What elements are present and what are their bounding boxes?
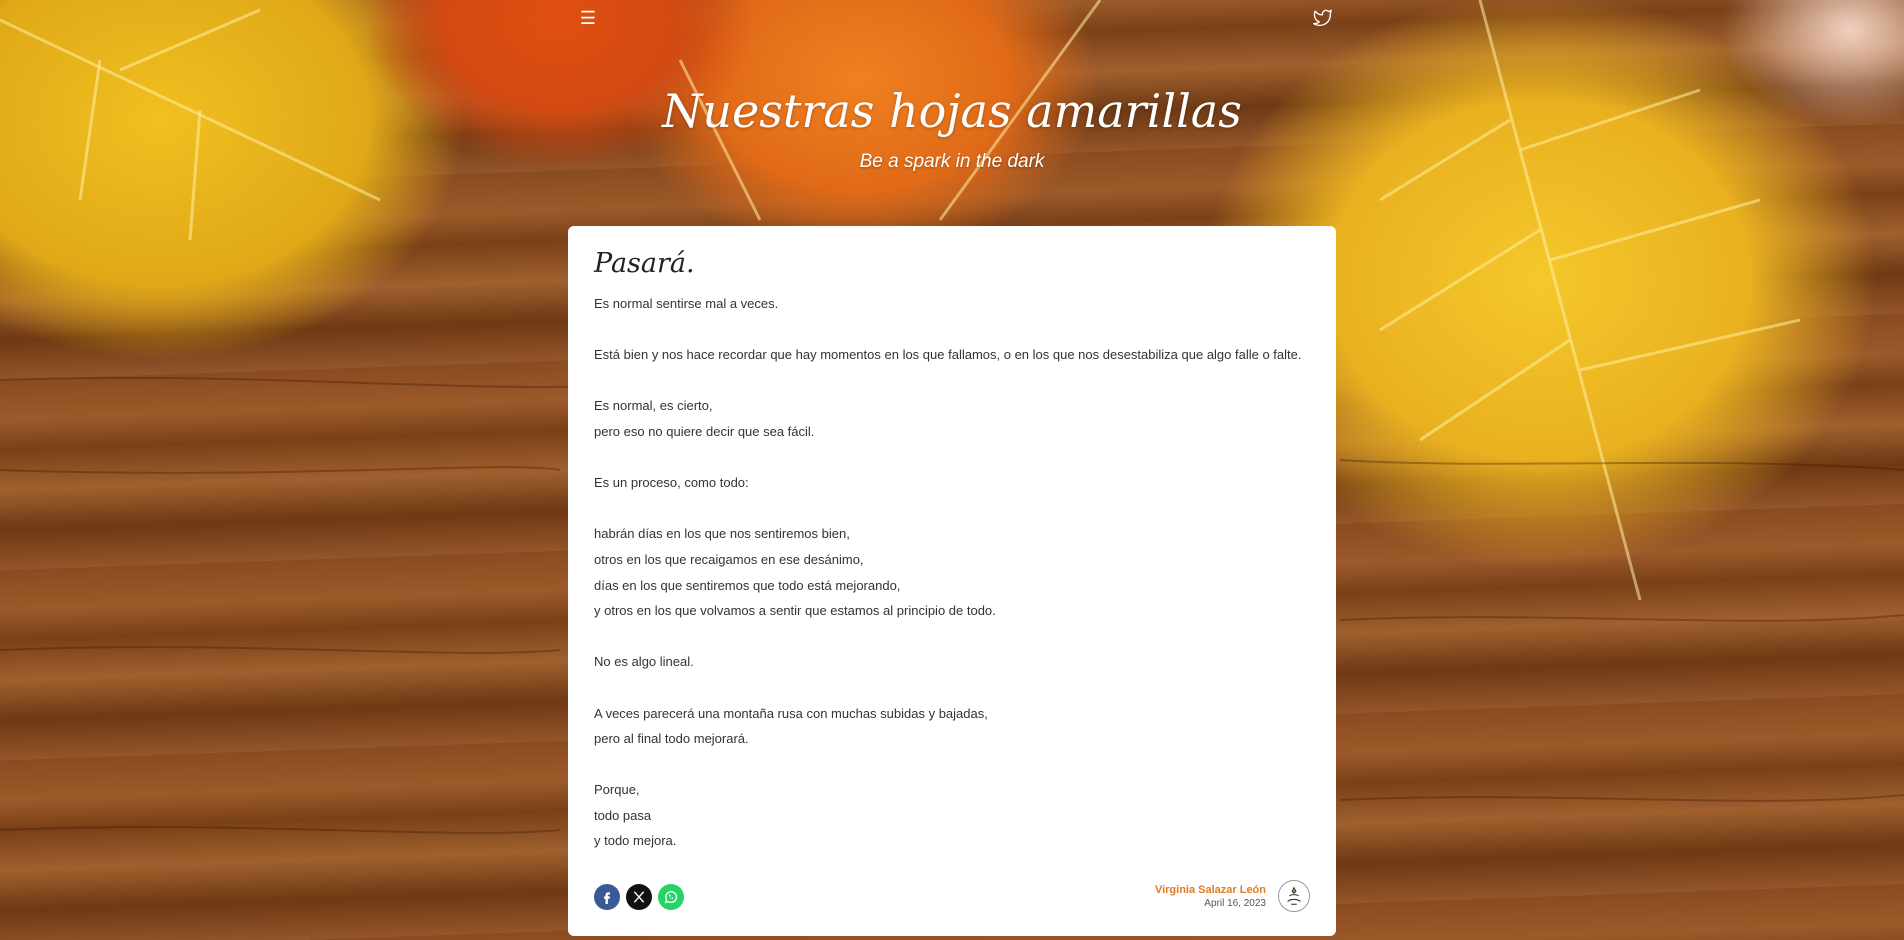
post-line bbox=[594, 445, 1310, 471]
avatar[interactable] bbox=[1278, 880, 1310, 912]
post-line: días en los que sentiremos que todo está mejorando, bbox=[594, 577, 901, 593]
post-line: y todo mejora. bbox=[594, 833, 677, 849]
post-line: Es normal sentirse mal a veces. bbox=[594, 296, 779, 311]
post-line bbox=[594, 317, 1310, 343]
post-footer bbox=[594, 880, 1310, 914]
post-line: Es un proceso, como todo: bbox=[594, 475, 749, 491]
post-line bbox=[594, 624, 1310, 650]
post-line: Es normal, es cierto, bbox=[594, 398, 713, 414]
post-line bbox=[594, 675, 1310, 701]
post-line bbox=[594, 368, 1310, 394]
post-line: pero eso no quiere decir que sea fácil. bbox=[594, 423, 815, 439]
author-name[interactable]: Virginia Salazar León bbox=[1154, 884, 1266, 896]
top-bar bbox=[0, 0, 1904, 36]
post-title: Pasará. bbox=[594, 248, 695, 279]
post-line: pero al final todo mejorará. bbox=[594, 731, 749, 747]
hamburger-menu-icon[interactable]: ☰ bbox=[579, 8, 597, 28]
post-date: April 16, 2023 bbox=[1204, 898, 1266, 909]
site-title[interactable]: Nuestras hojas amarillas bbox=[662, 84, 1242, 138]
post-line bbox=[594, 752, 1310, 778]
site-tagline: Be a spark in the dark bbox=[859, 151, 1045, 172]
x-icon[interactable] bbox=[626, 884, 652, 910]
post-card bbox=[568, 226, 1336, 936]
twitter-icon[interactable] bbox=[1312, 8, 1334, 30]
post-line: A veces parecerá una montaña rusa con muchas subidas y bajadas, bbox=[594, 705, 988, 721]
post-line: y otros en los que volvamos a sentir que estamos al principio de todo. bbox=[594, 603, 996, 619]
post-body bbox=[594, 291, 1310, 854]
facebook-icon[interactable] bbox=[594, 884, 620, 910]
post-line: habrán días en los que nos sentiremos bien, bbox=[594, 526, 850, 542]
whatsapp-icon[interactable] bbox=[658, 884, 684, 910]
post-line: Está bien y nos hace recordar que hay momentos en los que fallamos, o en los que nos desestabiliza que algo falle o falte. bbox=[594, 347, 1302, 363]
post-line: No es algo lineal. bbox=[594, 654, 694, 670]
post-line: Porque, bbox=[594, 782, 640, 798]
post-line bbox=[594, 496, 1310, 522]
author-info bbox=[1155, 884, 1266, 909]
post-line: todo pasa bbox=[594, 807, 652, 823]
post-line: otros en los que recaigamos en ese desánimo, bbox=[594, 551, 864, 567]
share-buttons bbox=[594, 884, 684, 910]
